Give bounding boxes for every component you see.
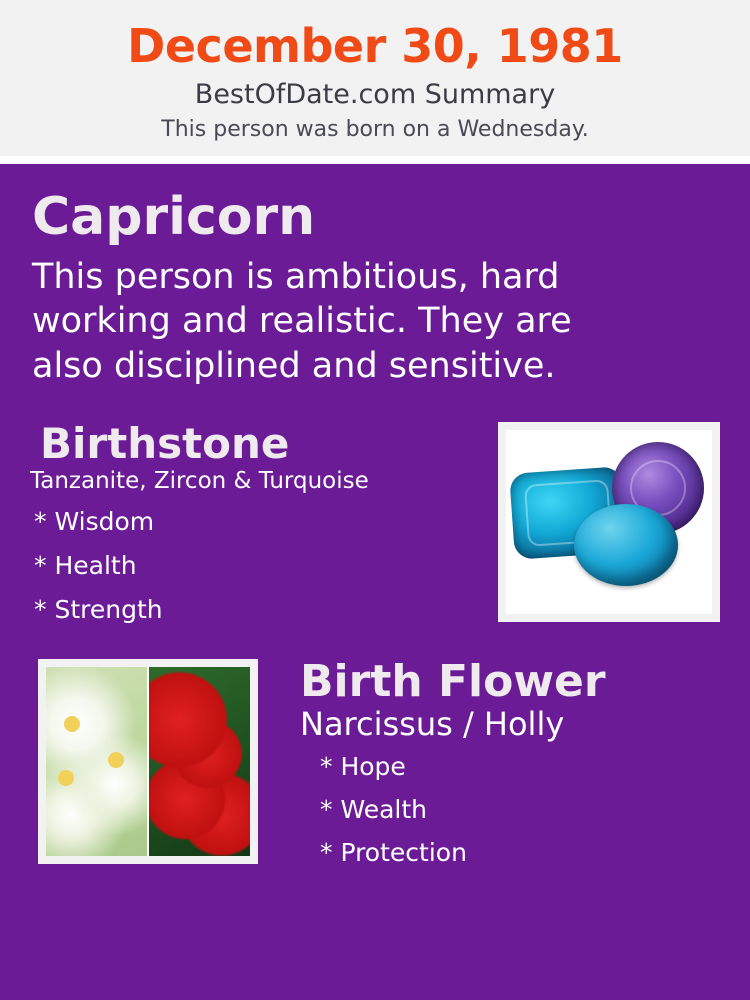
turquoise-gem-icon (574, 504, 678, 586)
birthstone-image (498, 422, 720, 622)
birthstone-text (30, 419, 460, 624)
birth-flower-image (38, 659, 258, 864)
birthstone-trait: * Strength (34, 594, 163, 624)
card-header (0, 0, 750, 156)
birthstone-title: Birthstone (40, 419, 290, 469)
page-title: December 30, 1981 (127, 19, 623, 73)
site-name: BestOfDate.com Summary (194, 79, 556, 111)
birth-flower-trait: * Hope (320, 752, 406, 782)
zodiac-sign-title: Capricorn (32, 187, 316, 248)
birthstone-trait: * Wisdom (34, 506, 155, 536)
birth-flower-trait: * Protection (320, 838, 467, 868)
birth-flower-image-inner (46, 667, 250, 856)
birthstone-image-inner (506, 430, 712, 614)
birth-flower-text (280, 656, 720, 868)
birthstone-trait: * Health (34, 550, 137, 580)
birthstone-names: Tanzanite, Zircon & Turquoise (30, 468, 369, 495)
birth-weekday-text: This person was born on a Wednesday. (161, 116, 589, 142)
birth-flower-trait: * Wealth (320, 795, 427, 825)
birth-flower-names: Narcissus / Holly (300, 705, 565, 744)
birth-flower-section (30, 656, 720, 889)
birthstone-section (30, 419, 720, 637)
main-content (0, 164, 750, 1000)
zodiac-description: This person is ambitious, hard working and realistic. They are also disciplined and sensitive. (32, 256, 572, 386)
narcissus-photo-icon (46, 667, 147, 856)
holly-photo-icon (147, 667, 250, 856)
birth-flower-title: Birth Flower (300, 656, 606, 708)
header-divider (0, 156, 750, 164)
